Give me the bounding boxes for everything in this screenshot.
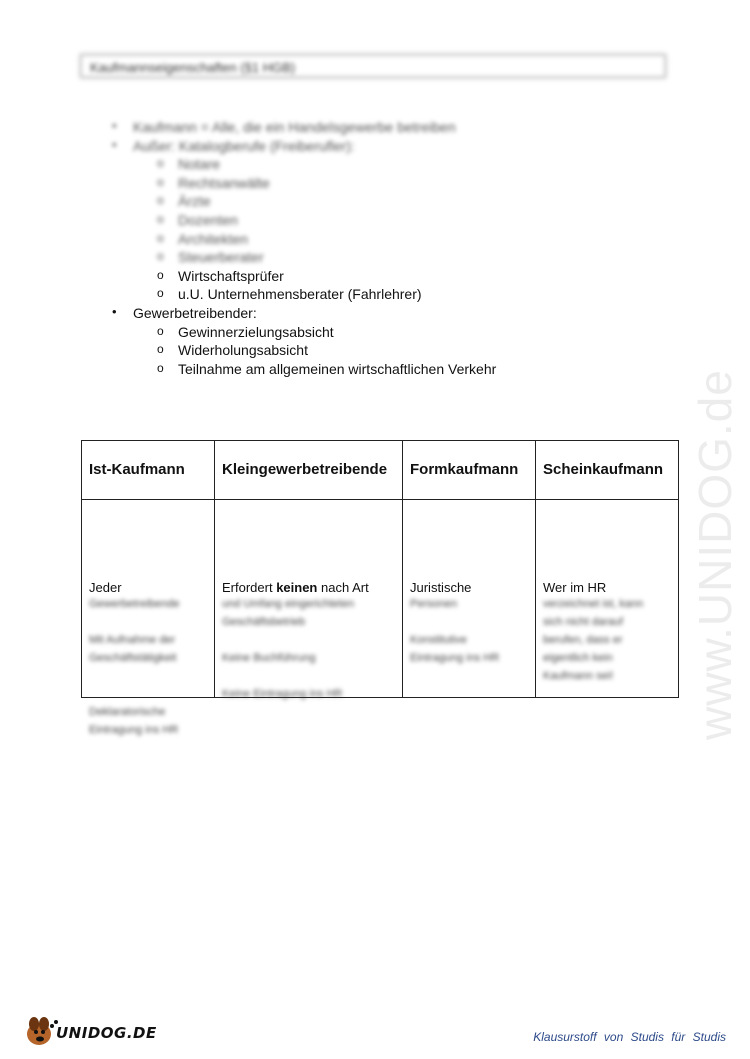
cell-line: Personen — [410, 598, 458, 610]
cell-line: berufen, dass er — [543, 634, 623, 646]
bullet-icon: • — [112, 304, 117, 319]
cell-kleingewerbetreibende — [215, 500, 403, 698]
cell-blurred-text — [543, 595, 674, 685]
header-scheinkaufmann: Scheinkaufmann — [536, 441, 679, 500]
cell-formkaufmann — [403, 500, 536, 698]
cell-text: Jeder — [89, 580, 122, 592]
cell-line: Deklaratorische — [89, 706, 166, 718]
cell-line: verzeichnet ist, kann — [543, 598, 644, 610]
cell-line — [222, 667, 398, 685]
list-item: Steuerberater — [178, 249, 264, 266]
section-title-box — [80, 54, 666, 78]
cell-line — [410, 613, 531, 631]
sub-bullet-icon: o — [157, 193, 164, 208]
list-item: Rechtsanwälte — [178, 174, 270, 191]
cell-line: Geschäftsbetrieb — [222, 616, 306, 628]
cell-scheinkaufmann — [536, 500, 679, 698]
section-title: Kaufmannseigenschaften (§1 HGB) — [90, 60, 296, 75]
header-kleingewerbetreibende: Kleingewerbetreibende — [215, 441, 403, 500]
list-item: Wirtschaftsprüfer — [178, 267, 284, 284]
cell-line: Keine Eintragung ins HR — [222, 688, 343, 700]
cell-line: Eintragung ins HR — [89, 724, 179, 736]
header-ist-kaufmann: Ist-Kaufmann — [82, 441, 215, 500]
bullet-icon: • — [112, 136, 117, 152]
list-item: Gewinnerzielungsabsicht — [178, 323, 334, 340]
cell-first-line — [543, 578, 606, 592]
cell-text: Erfordert — [222, 580, 277, 592]
sub-bullet-icon: o — [157, 174, 164, 189]
sub-bullet-icon: o — [157, 360, 164, 375]
list-item: Architekten — [178, 230, 249, 247]
cell-blurred-text — [222, 595, 398, 703]
cell-text: Juristische — [410, 580, 472, 592]
list-item: Teilnahme am allgemeinen wirtschaftlichen Verkehr — [178, 360, 497, 377]
cell-line: Mit Aufnahme der — [89, 634, 176, 646]
cell-line: Kaufmann sei! — [543, 670, 614, 682]
list-item: Dozenten — [178, 212, 238, 228]
sub-bullet-icon: o — [157, 342, 164, 357]
list-item: Widerholungsabsicht — [178, 342, 308, 359]
cell-line: Geschäftstätigkeit — [89, 652, 177, 664]
cell-line: und Umfang eingerichteten — [222, 598, 355, 610]
logo-text: UNIDOG.DE — [56, 1024, 157, 1042]
cell-blurred-text — [89, 595, 210, 739]
cell-line — [89, 613, 210, 631]
list-item: Ärzte — [178, 193, 211, 210]
cell-line: Gewerbetreibende — [89, 598, 180, 610]
list-item: Gewerbetreibender: — [133, 305, 257, 321]
list-item: Notare — [178, 156, 221, 173]
cell-ist-kaufmann — [82, 500, 215, 736]
cell-line — [222, 631, 398, 649]
cell-line: Eintragung ins HR — [410, 652, 500, 664]
sub-bullet-icon: o — [157, 286, 164, 301]
cell-first-line — [410, 578, 471, 592]
sub-bullet-icon: o — [157, 249, 164, 264]
kaufmann-table — [81, 440, 679, 736]
header-formkaufmann: Formkaufmann — [403, 441, 536, 500]
sub-bullet-icon: o — [157, 267, 164, 282]
watermark: www.UNIDOG.de — [689, 369, 741, 740]
list-item: u.U. Unternehmensberater (Fahrlehrer) — [178, 286, 422, 303]
sub-bullet-icon: o — [157, 212, 164, 226]
sub-bullet-icon: o — [157, 156, 164, 171]
cell-line: eigentlich kein — [543, 652, 613, 664]
sub-bullet-icon: o — [157, 230, 164, 245]
cell-text: Wer im HR — [543, 580, 607, 592]
cell-line: Konstitutive — [410, 634, 467, 646]
list-item: Außer: Katalogberufe (Freiberufler): — [133, 137, 355, 154]
cell-line: Keine Buchführung — [222, 652, 316, 664]
bullet-icon: • — [112, 118, 117, 133]
cell-blurred-text — [410, 595, 531, 667]
cell-line — [89, 685, 210, 703]
sub-bullet-icon: o — [157, 323, 164, 338]
cell-text: nach Art — [317, 580, 369, 592]
footer-text: Klausurstoff von Studis für Studis — [533, 1030, 726, 1044]
table-row — [82, 500, 679, 698]
emphasis-text: keinen — [276, 580, 318, 592]
list-item: Kaufmann = Alle, die ein Handelsgewerbe betreiben — [133, 119, 456, 135]
cell-line — [89, 667, 210, 685]
cell-line: sich nicht darauf — [543, 616, 624, 628]
table-header-row — [82, 441, 679, 500]
cell-first-line — [89, 578, 122, 592]
cell-first-line — [222, 578, 369, 592]
